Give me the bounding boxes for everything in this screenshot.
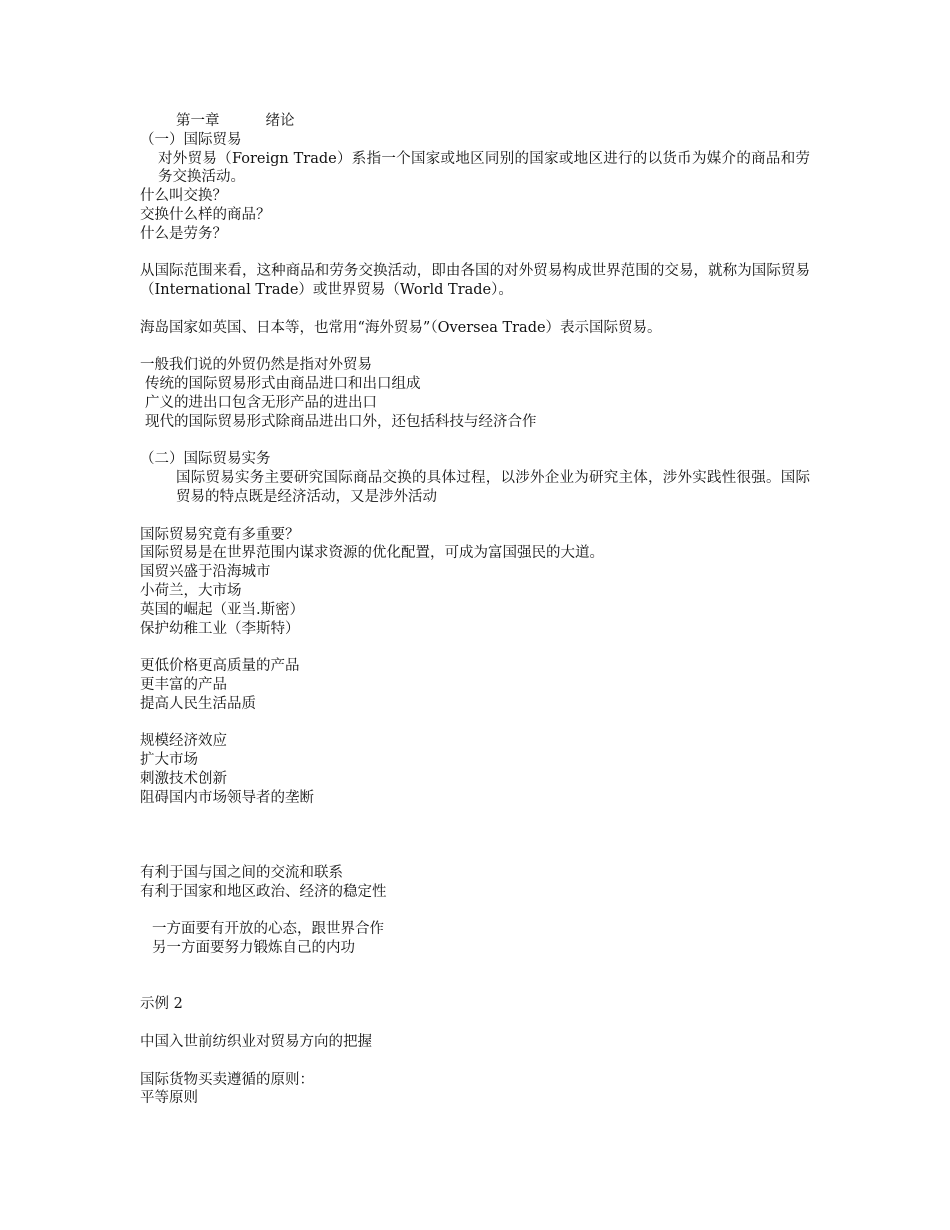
point-line: 传统的国际贸易形式由商品进口和出口组成 [145,376,421,393]
chapter-title: 绪论 [265,113,295,129]
example-label: 示例 2 [140,996,183,1013]
text-line: 中国入世前纺织业对贸易方向的把握 [140,1034,372,1051]
paragraph: 对外贸易（Foreign Trade）系指一个国家或地区同别的国家或地区进行的以货币为媒介的商品和劳务交换活动。 [158,150,810,186]
text-line: 有利于国与国之间的交流和联系 [140,864,343,881]
text-line: 更低价格更高质量的产品 [140,658,300,675]
text-line: 阻碍国内市场领导者的垄断 [140,789,314,806]
section-heading: （二）国际贸易实务 [140,451,271,468]
text-line: 国际贸易是在世界范围内谋求资源的优化配置，可成为富国强民的大道。 [140,545,604,562]
chapter-heading [140,112,810,131]
question-line: 交换什么样的商品？ [140,206,271,223]
chapter-number: 第一章 [176,113,220,129]
text-line: 提高人民生活品质 [140,695,256,712]
text-line: 有利于国家和地区政治、经济的稳定性 [140,883,387,900]
question-line: 什么叫交换？ [140,188,227,205]
section-heading: （一）国际贸易 [140,131,242,148]
text-line: 保护幼稚工业（李斯特） [140,620,300,637]
text-line: 国际货物买卖遵循的原则： [140,1071,314,1088]
text-line: 更丰富的产品 [140,676,227,693]
text-line: 国际贸易究竟有多重要？ [140,526,300,543]
text-line: 规模经济效应 [140,733,227,750]
document-page [140,112,810,1108]
text-line: 英国的崛起（亚当.斯密） [140,601,305,618]
text-line: 一般我们说的外贸仍然是指对外贸易 [140,357,372,374]
text-line: 一方面要有开放的心态，跟世界合作 [152,921,384,938]
question-line: 什么是劳务？ [140,225,227,242]
text-line: 小荷兰，大市场 [140,582,242,599]
point-line: 广义的进出口包含无形产品的进出口 [145,394,377,411]
paragraph: 海岛国家如英国、日本等，也常用“海外贸易”（Oversea Trade）表示国际贸易。 [140,319,662,336]
paragraph: 国际贸易实务主要研究国际商品交换的具体过程，以涉外企业为研究主体，涉外实践性很强。国际贸易的特点既是经济活动，又是涉外活动 [176,470,810,505]
text-line: 平等原则 [140,1090,198,1107]
text-line: 另一方面要努力锻炼自己的内功 [152,940,355,957]
text-line: 扩大市场 [140,752,198,769]
point-line: 现代的国际贸易形式除商品进出口外，还包括科技与经济合作 [145,413,537,430]
paragraph: 从国际范围来看，这种商品和劳务交换活动，即由各国的对外贸易构成世界范围的交易，就称为国际贸易（International Trade）或世界贸易（World Trade）。 [140,263,810,299]
text-line: 刺激技术创新 [140,770,227,787]
text-line: 国贸兴盛于沿海城市 [140,564,271,581]
